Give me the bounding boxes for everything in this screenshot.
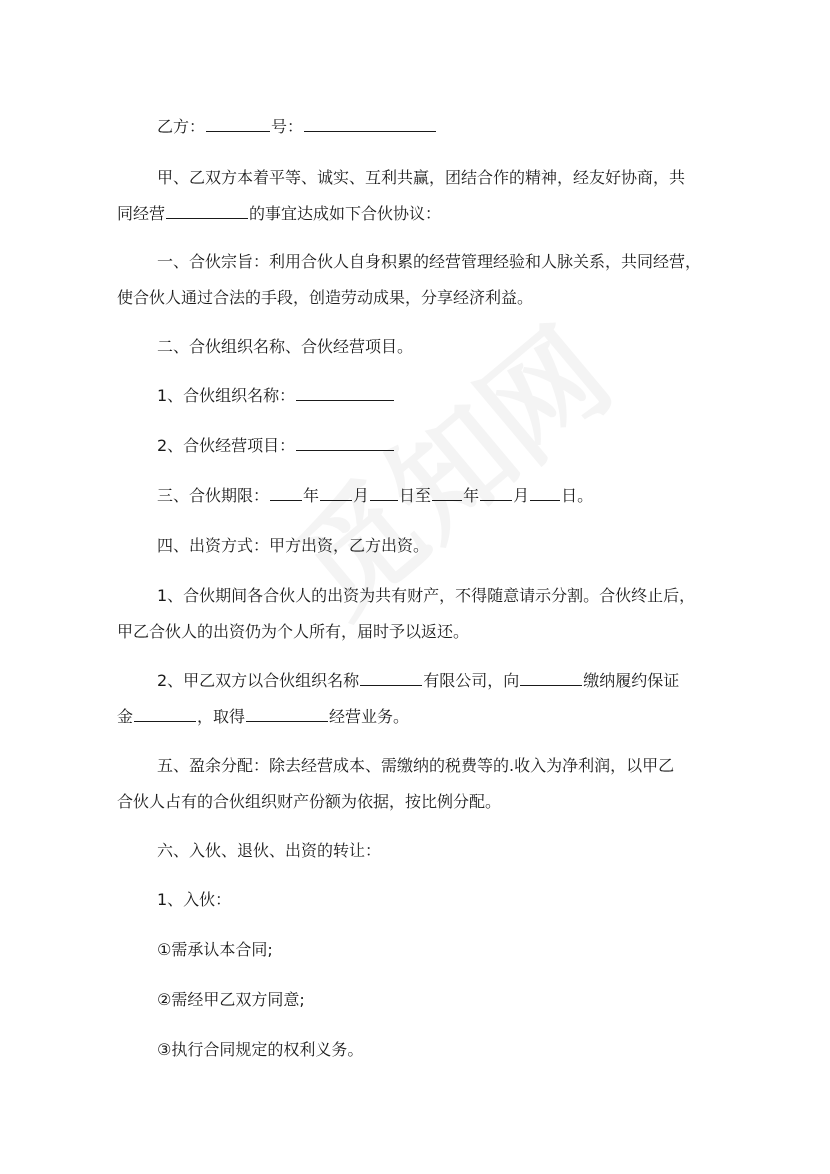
party-b-line: 乙方： 号： (117, 111, 757, 143)
blank-field (206, 115, 270, 132)
article-2-item-2: 2、合伙经营项目： (117, 430, 757, 462)
article-6-item-1: 1、入伙： (157, 890, 232, 909)
list-item-3: ③执行合同规定的权利义务。 (157, 1040, 364, 1059)
blank-field (134, 705, 196, 722)
article-6-heading: 六、入伙、退伙、出资的转让： (157, 841, 382, 860)
article-1-line-2: 使合伙人通过合法的手段，创造劳动成果，分享经济利益。 (117, 288, 534, 307)
article-4-item-1-line-2: 甲乙合伙人的出资仍为个人所有，届时予以返还。 (117, 622, 470, 641)
article-4-item-1-line-1: 1、合伙期间各合伙人的出资为共有财产，不得随意请示分割。合伙终止后， (157, 586, 696, 605)
article-2-item-1: 1、合伙组织名称： (117, 380, 757, 412)
blank-field (296, 384, 394, 401)
article-4-heading: 四、出资方式：甲方出资，乙方出资。 (157, 536, 430, 555)
article-5-line-1: 五、盈余分配：除去经营成本、需缴纳的税费等的.收入为净利润，以甲乙 (157, 756, 675, 775)
article-4-item-2-line-1: 2、甲乙双方以合伙组织名称 有限公司，向 缴纳履约保证 (157, 671, 680, 690)
article-4-item-2-line-2: 金 ，取得 经营业务。 (117, 707, 410, 726)
blank-field (304, 115, 436, 132)
article-3-term: 三、合伙期限： 年 月 日至 年 月 日。 (157, 486, 594, 505)
blank-field (166, 202, 248, 219)
article-2-heading: 二、合伙组织名称、合伙经营项目。 (157, 337, 414, 356)
list-item-1: ①需承认本合同; (157, 940, 273, 959)
article-5-line-2: 合伙人占有的合伙组织财产份额为依据，按比例分配。 (117, 792, 502, 811)
blank-field (246, 705, 328, 722)
intro-line-1: 甲、乙双方本着平等、诚实、互利共赢，团结合作的精神，经友好协商，共 (157, 168, 686, 187)
blank-field (296, 434, 394, 451)
list-item-2: ②需经甲乙双方同意; (157, 990, 305, 1009)
article-1-line-1: 一、合伙宗旨：利用合伙人自身积累的经营管理经验和人脉关系，共同经营， (157, 252, 702, 271)
intro-line-2: 同经营 的事宜达成如下合伙协议： (117, 204, 442, 223)
blank-field (520, 669, 582, 686)
blank-field (360, 669, 422, 686)
